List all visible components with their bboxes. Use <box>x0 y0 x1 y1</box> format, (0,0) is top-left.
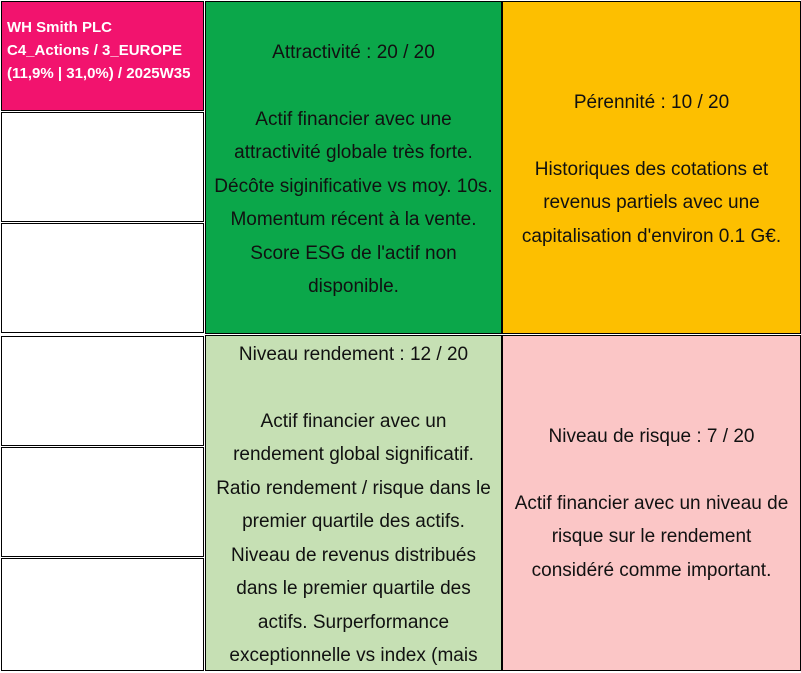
attractivite-title: Attractivité : 20 / 20 <box>272 42 435 63</box>
risque-title: Niveau de risque : 7 / 20 <box>548 426 755 447</box>
blank-cell-3 <box>1 336 204 446</box>
perennite-title: Pérennité : 10 / 20 <box>573 92 730 113</box>
risque-panel <box>502 335 801 671</box>
rendement-panel <box>205 335 502 671</box>
asset-category: C4_Actions / 3_EUROPE <box>7 42 183 59</box>
company-name: WH Smith PLC <box>7 19 112 36</box>
risque-text: Actif financier avec un niveau de risque sur le rendement considéré comme important. <box>514 492 789 581</box>
attractivite-panel <box>205 1 502 334</box>
blank-cell-1 <box>1 112 204 222</box>
rendement-title: Niveau rendement : 12 / 20 <box>238 344 469 365</box>
perennite-panel <box>502 1 801 334</box>
asset-stats: (11,9% | 31,0%) / 2025W35 <box>7 65 191 82</box>
blank-cell-4 <box>1 447 204 557</box>
blank-cell-2 <box>1 223 204 333</box>
rendement-text: Actif financier avec un rendement global significatif. Ratio rendement / risque dans le premier quartile des actifs. Niveau de revenus distribués dans le premier quartile des actifs. Surperformance exceptionnelle vs index (mais <box>216 410 491 666</box>
perennite-text: Historiques des cotations et revenus partiels avec une capitalisation d'environ 0.1 G€. <box>521 158 782 247</box>
blank-cell-5 <box>1 558 204 671</box>
asset-header <box>1 1 204 111</box>
attractivite-text: Actif financier avec une attractivité globale très forte. Décôte siginificative vs moy. 10s. Momentum récent à la vente. Score ESG de l'actif non disponible. <box>214 108 493 297</box>
